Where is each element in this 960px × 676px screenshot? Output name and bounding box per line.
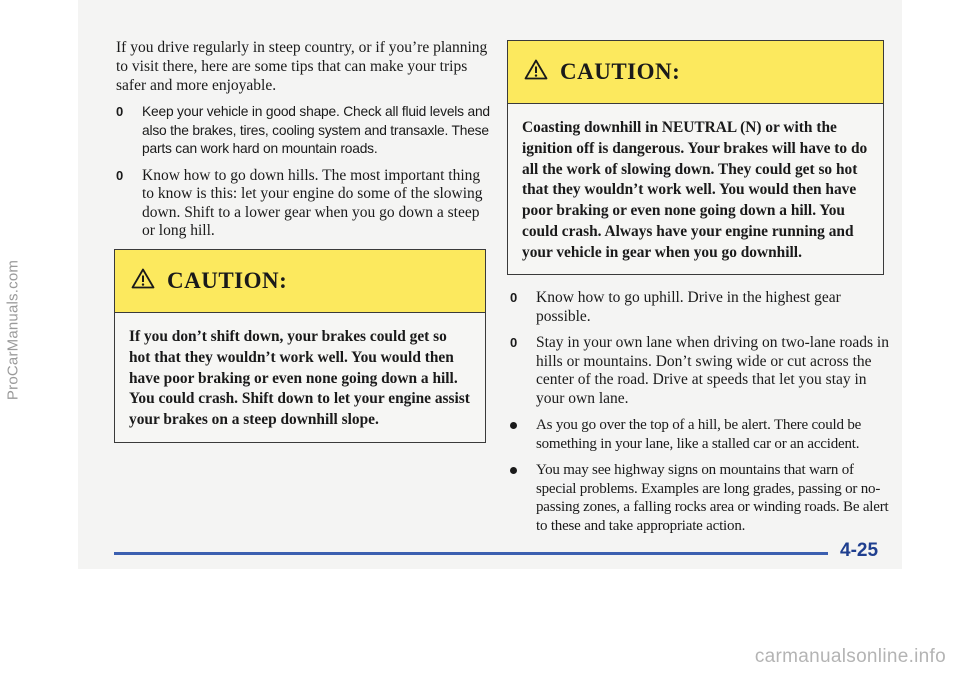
warning-triangle-icon [131, 268, 155, 294]
caution-box-shift-down [114, 249, 486, 443]
left-bullet-list [116, 103, 492, 241]
caution-box-coasting [507, 40, 884, 275]
list-item [510, 334, 890, 408]
list-item-text: Keep your vehicle in good shape. Check all fluid levels and also the brakes, tires, cooling system and transaxle. These parts can work hard on mountain roads. [142, 104, 490, 156]
list-item-text: Stay in your own lane when driving on two-lane roads in hills or mountains. Don’t swing wide or cut across the center of the road. Drive at speeds that let you stay in your own lane. [536, 334, 889, 407]
list-item-text: Know how to go uphill. Drive in the highest gear possible. [536, 289, 841, 325]
intro-paragraph: If you drive regularly in steep country, or if you’re planning to visit there, here are some tips that can make your trips safer and more enjoyable. [116, 39, 488, 94]
warning-triangle-icon [524, 59, 548, 85]
list-item-text: You may see highway signs on mountains that warn of special problems. Examples are long grades, passing or no-passing zones, a falling rocks area or winding roads. Be alert to these and take appropriate action. [536, 462, 889, 534]
side-watermark [2, 30, 24, 630]
list-item [116, 103, 492, 159]
page-number: 4-25 [840, 540, 879, 561]
right-bullet-list [510, 289, 890, 535]
list-item-text: As you go over the top of a hill, be alert. There could be something in your lane, like a stalled car or an accident. [536, 417, 862, 452]
bullet-marker: 0 [116, 104, 124, 119]
bullet-dot [510, 467, 517, 474]
bullet-marker: 0 [510, 290, 518, 305]
caution-header [508, 41, 883, 104]
footer-rule [114, 552, 828, 555]
list-item-text: Know how to go down hills. The most important thing to know is this: let your engine do some of the slowing down. Shift to a lower gear when you go down a steep or long hill. [142, 166, 483, 239]
left-column [116, 38, 492, 249]
caution-header [115, 250, 485, 313]
list-item [116, 167, 492, 241]
list-item [510, 416, 890, 453]
bottom-watermark: carmanualsonline.info [754, 646, 946, 667]
caution-title: CAUTION: [167, 268, 288, 293]
side-watermark-text: ProCarManuals.com [4, 259, 22, 401]
list-item [510, 461, 890, 535]
caution-body: If you don’t shift down, your brakes could get so hot that they wouldn’t work well. You would then have poor braking or even none going down a hill. You could crash. Shift down to let your engine assist your brakes on a steep downhill slope. [129, 328, 470, 429]
caution-body: Coasting downhill in NEUTRAL (N) or with the ignition off is dangerous. Your brakes will have to do all the work of slowing down. They could get so hot that they wouldn’t work well. You would then have poor braking or even none going down a hill. You could crash. Always have your engine running and your vehicle in gear when you go downhill. [522, 119, 868, 261]
bullet-marker: 0 [116, 167, 124, 183]
list-item [510, 289, 890, 326]
bullet-dot [510, 422, 517, 429]
right-column [510, 289, 890, 543]
caution-title: CAUTION: [560, 59, 681, 84]
bullet-marker: 0 [510, 335, 518, 350]
